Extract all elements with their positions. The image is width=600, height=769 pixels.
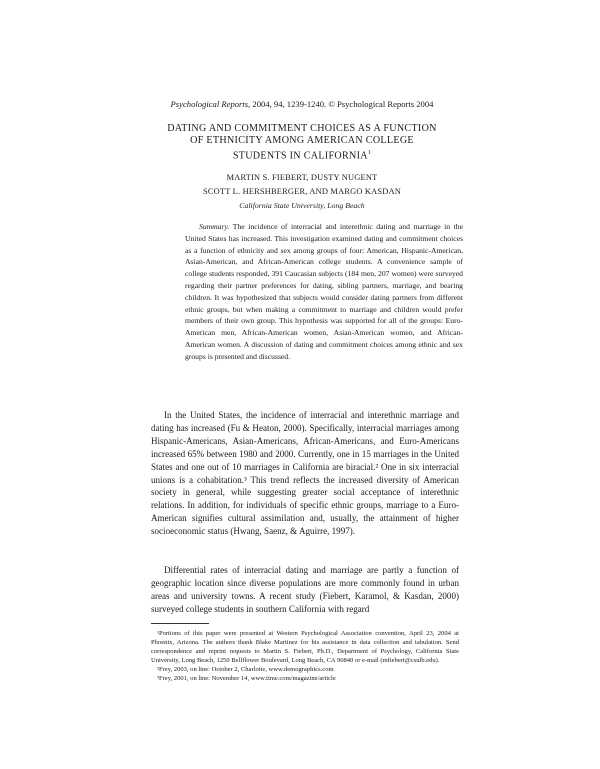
authors-line-2: SCOTT L. HERSHBERGER, AND MARGO KASDAN	[203, 186, 401, 196]
title-line-1: DATING AND COMMITMENT CHOICES AS A FUNCTION	[167, 123, 437, 134]
title-line-3-wrap	[150, 147, 454, 163]
footnotes	[151, 630, 459, 683]
affiliation: California State University, Long Beach	[239, 201, 365, 210]
title-footnote-mark: 1	[367, 150, 372, 157]
author-list	[150, 171, 454, 198]
title-line-3: STUDENTS IN CALIFORNIA	[232, 150, 368, 162]
footnote-divider	[151, 623, 209, 624]
title-line-2: OF ETHNICITY AMONG AMERICAN COLLEGE	[190, 135, 414, 147]
footnote-3: ³Frey, 2001, on line: November 14, www.time.com/magazine/article	[157, 674, 336, 682]
abstract-text: The incidence of interracial and interethnic dating and marriage in the United States has increased. This investigation examined dating and commitment choices as a function of ethnicity and sex among groups of four: American, Hispanic-American, Asian-American, and African-American college students. A convenience sample of college students responded, 391 Caucasian subjects (184 men, 207 women) were surveyed regarding their partner preferences for dating, sibling partners, marriage, and bearing children. It was hypothesized that subjects would consider dating partners from different ethnic groups, but when making a commitment to marriage and children would prefer members of their own group. This hypothesis was supported for all of the groups: Euro-American men, African-American women, Asian-American women, and African-American women. A discussion of dating and commitment choices among ethnic and sex groups is presented and discussed.	[185, 222, 463, 361]
body-paragraph-2: Differential rates of interracial dating and marriage are partly a function of geographic location since diverse populations are more commonly found in urban areas and university towns. A recent study (Fiebert, Karamol, & Kasdan, 2000) surveyed college students in southern California with regard	[151, 565, 459, 614]
abstract	[185, 221, 463, 363]
footnote-2: ²Frey, 2003, on line: October 2, Charlotte, www.demographics.com	[157, 665, 334, 673]
abstract-label: Summary.	[199, 222, 230, 231]
journal-header	[150, 99, 454, 109]
journal-citation: 2004, 94, 1239-1240. © Psychological Reports 2004	[252, 99, 434, 109]
article-title	[150, 123, 454, 163]
body-paragraph-1: In the United States, the incidence of interracial and interethnic marriage and dating has increased (Fu & Heaton, 2000). Specifically, interracial marriages among Hispanic-Americans, Asian-Americans, African-Americans, and Euro-Americans increased 65% between 1980 and 2000. Currently, one in 15 marriages in the United States and one out of 10 marriages in California are biracial.² One in six interracial unions is a cohabitation.³ This trend reflects the increased diversity of American society in general, while suggesting greater social acceptance of interethnic relations. In addition, for individuals of specific ethnic groups, marriage to a Euro-American signifies cultural assimilation and, usually, the attainment of higher socioeconomic status (Hwang, Saenz, & Aguirre, 1997).	[151, 410, 459, 537]
authors-line-1: MARTIN S. FIEBERT, DUSTY NUGENT	[226, 173, 378, 182]
footnote-1: ¹Portions of this paper were presented at Western Psychological Association convention, April 23, 2004 at Phoenix, Arizona. The authors thank Blake Martinez for his assistance in data collection and tabulation. Send correspondence and reprint requests to Martin S. Fiebert, Ph.D., Department of Psychology, California State University, Long Beach, 1250 Bellflower Boulevard, Long Beach, CA 90840 or e-mail (mfiebert@csulb.edu).	[151, 630, 459, 664]
journal-name: Psychological Reports,	[170, 99, 251, 109]
